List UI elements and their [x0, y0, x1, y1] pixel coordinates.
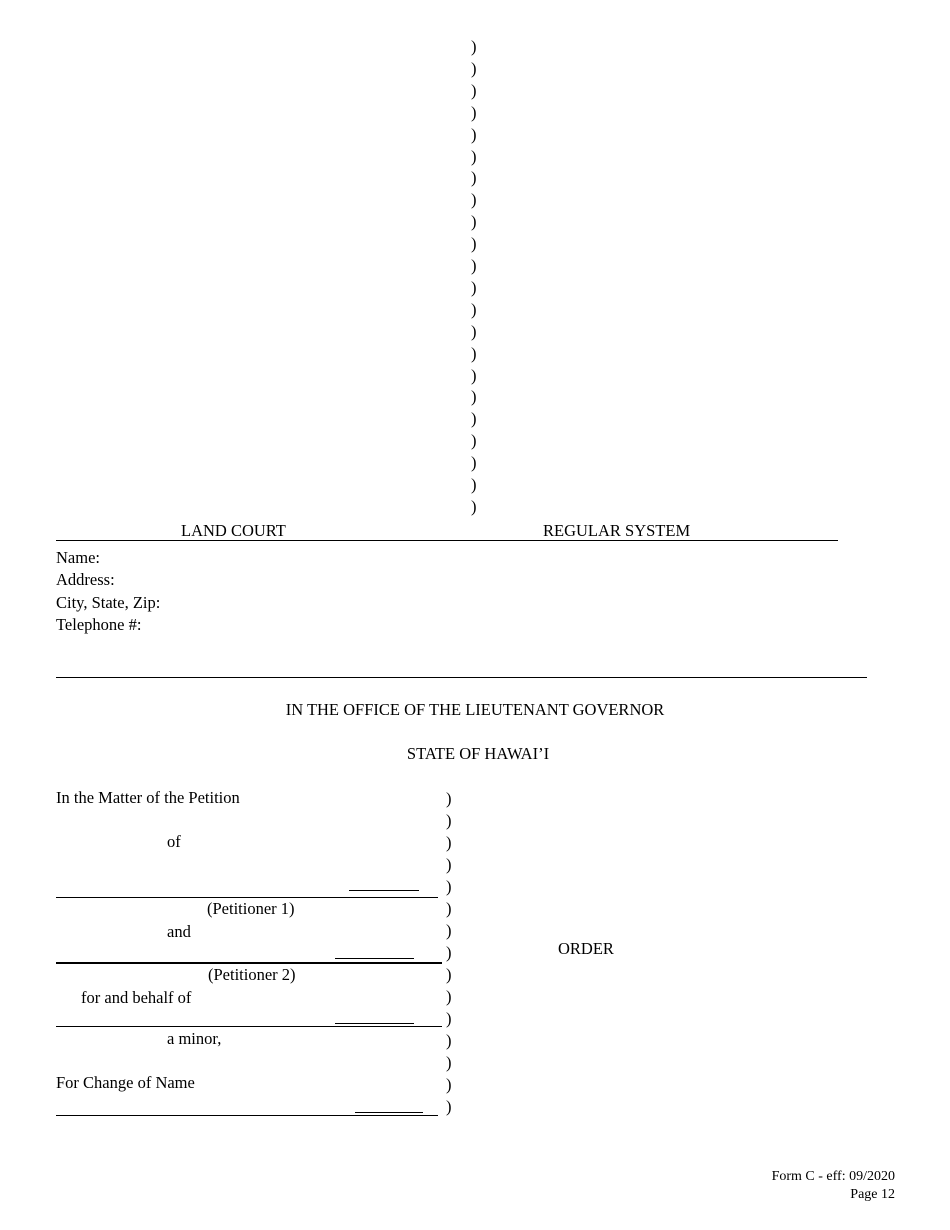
and-label: and [167, 922, 191, 941]
regular-system-label: REGULAR SYSTEM [543, 521, 691, 540]
top-paren: ) [471, 409, 477, 429]
caption-paren: ) [446, 1097, 452, 1116]
petitioner1-name-blank [349, 890, 419, 891]
minor-line [56, 1026, 442, 1027]
form-id: Form C - eff: 09/2020 [771, 1169, 895, 1184]
name-label: Name: [56, 548, 100, 567]
caption-bottom-line [56, 1115, 438, 1116]
change-name-blank [355, 1112, 423, 1113]
petitioner1-label: (Petitioner 1) [207, 899, 295, 918]
top-paren: ) [471, 475, 477, 494]
minor-name-blank [335, 1023, 414, 1024]
top-paren: ) [471, 146, 477, 166]
caption-paren: ) [446, 833, 452, 852]
caption-paren: ) [446, 877, 452, 896]
top-paren: ) [471, 431, 477, 451]
top-paren: ) [471, 190, 477, 210]
matter-label: In the Matter of the Petition [56, 788, 240, 807]
petitioner1-line [56, 897, 438, 898]
change-of-name-label: For Change of Name [56, 1073, 195, 1092]
top-paren: ) [471, 387, 477, 407]
recording-bar-line [56, 540, 838, 541]
address-label: Address: [56, 570, 115, 589]
caption-paren: ) [446, 1075, 452, 1094]
caption-paren: ) [446, 1053, 452, 1072]
caption-paren: ) [446, 1031, 452, 1050]
top-paren: ) [471, 453, 477, 473]
top-paren: ) [471, 496, 477, 516]
page-number: Page 12 [850, 1187, 895, 1202]
caption-paren: ) [446, 811, 452, 830]
caption-paren: ) [446, 921, 452, 940]
top-paren: ) [471, 365, 477, 385]
top-paren: ) [471, 343, 477, 363]
caption-paren: ) [446, 1009, 452, 1028]
top-paren: ) [471, 102, 477, 122]
top-paren: ) [471, 124, 477, 144]
office-heading: IN THE OFFICE OF THE LIEUTENANT GOVERNOR [285, 700, 665, 719]
petitioner2-line [56, 962, 442, 964]
caption-paren: ) [446, 987, 452, 1006]
caption-paren: ) [446, 899, 452, 918]
petitioner2-label: (Petitioner 2) [208, 965, 296, 984]
top-paren: ) [471, 80, 477, 100]
caption-paren: ) [446, 855, 452, 874]
top-paren: ) [471, 37, 477, 56]
minor-label: a minor, [167, 1029, 222, 1048]
document-title: ORDER [558, 939, 614, 958]
land-court-label: LAND COURT [181, 521, 286, 540]
caption-paren: ) [446, 943, 452, 962]
top-paren: ) [471, 256, 477, 275]
state-heading: STATE OF HAWAI’I [406, 744, 550, 763]
top-paren: ) [471, 321, 477, 341]
for-behalf-label: for and behalf of [81, 988, 192, 1007]
top-paren: ) [471, 299, 477, 319]
header-divider [56, 677, 867, 678]
petitioner2-name-blank [335, 958, 414, 959]
telephone-label: Telephone #: [56, 615, 142, 634]
top-paren: ) [471, 168, 477, 188]
top-paren: ) [471, 234, 477, 254]
top-paren: ) [471, 58, 477, 78]
caption-paren: ) [446, 789, 452, 808]
of-label: of [167, 832, 181, 851]
city-state-zip-label: City, State, Zip: [56, 593, 161, 612]
caption-paren: ) [446, 965, 452, 984]
top-paren: ) [471, 277, 477, 297]
top-paren: ) [471, 212, 477, 232]
